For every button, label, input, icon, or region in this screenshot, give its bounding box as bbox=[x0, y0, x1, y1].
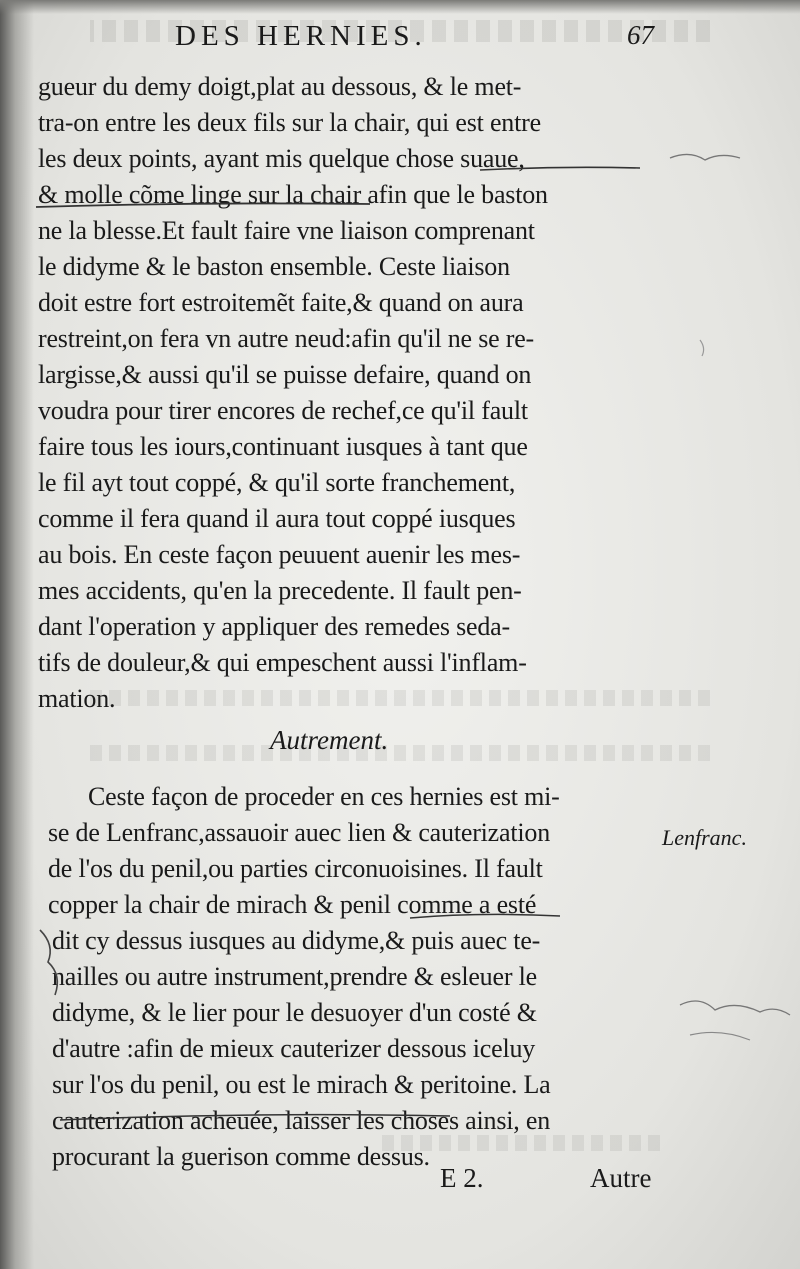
text-line: d'autre :afin de mieux cauterizer dessous iceluy bbox=[52, 1034, 536, 1063]
text-line: gueur du demy doigt,plat au dessous, & le met- bbox=[38, 72, 522, 101]
bracket-mark bbox=[40, 930, 57, 995]
text-line: se de Lenfranc,assauoir auec lien & cauterization bbox=[48, 818, 550, 847]
text-line: le didyme & le baston ensemble. Ceste liaison bbox=[38, 252, 510, 281]
text-line: dit cy dessus iusques au didyme,& puis auec te- bbox=[52, 926, 541, 955]
text-line: restreint,on fera vn autre neud:afin qu'il ne se re- bbox=[38, 324, 535, 353]
margin-scribble bbox=[670, 154, 740, 160]
text-line: de l'os du penil,ou parties circonuoisines. Il fault bbox=[48, 854, 543, 883]
text-line: comme il fera quand il aura tout coppé iusques bbox=[38, 504, 516, 533]
underline-mark bbox=[60, 1115, 450, 1120]
text-line: dant l'operation y appliquer des remedes seda- bbox=[38, 612, 510, 641]
catchword: Autre bbox=[590, 1163, 652, 1193]
margin-scribble bbox=[700, 340, 704, 356]
margin-note: Lenfranc. bbox=[662, 825, 747, 850]
underline-mark bbox=[36, 203, 370, 207]
text-line: le fil ayt tout coppé, & qu'il sorte franchement, bbox=[38, 468, 516, 497]
underline-mark bbox=[410, 914, 560, 918]
text-line: procurant la guerison comme dessus. bbox=[52, 1142, 430, 1171]
text-line: copper la chair de mirach & penil comme a esté bbox=[48, 890, 537, 919]
section-subheading: Autrement. bbox=[270, 725, 389, 755]
text-line: mation. bbox=[38, 684, 116, 713]
text-line: & molle cõme linge sur la chair afin que le baston bbox=[38, 180, 548, 209]
text-line: didyme, & le lier pour le desuoyer d'un costé & bbox=[52, 998, 537, 1027]
text-line: doit estre fort estroitemẽt faite,& quand on aura bbox=[38, 288, 524, 317]
page-number: 67 bbox=[627, 20, 654, 50]
signature-mark: E 2. bbox=[440, 1163, 484, 1193]
text-line: au bois. En ceste façon peuuent auenir les mes- bbox=[38, 540, 521, 569]
text-line: mes accidents, qu'en la precedente. Il fault pen- bbox=[38, 576, 522, 605]
text-line: voudra pour tirer encores de rechef,ce qu'il fault bbox=[38, 396, 528, 425]
text-line: nailles ou autre instrument,prendre & esleuer le bbox=[52, 962, 537, 991]
margin-scribble bbox=[690, 1032, 750, 1040]
text-line: sur l'os du penil, ou est le mirach & peritoine. La bbox=[52, 1070, 551, 1099]
text-line: faire tous les iours,continuant iusques à tant que bbox=[38, 432, 528, 461]
text-line: cauterization acheuée, laisser les choses ainsi, en bbox=[52, 1106, 551, 1135]
text-line: les deux points, ayant mis quelque chose suaue, bbox=[38, 144, 525, 173]
text-line: largisse,& aussi qu'il se puisse defaire, quand on bbox=[38, 360, 532, 389]
text-line: Ceste façon de proceder en ces hernies est mi- bbox=[88, 782, 560, 811]
margin-scribble bbox=[680, 1001, 790, 1015]
text-line: tra-on entre les deux fils sur la chair, qui est entre bbox=[38, 108, 541, 137]
text-line: tifs de douleur,& qui empeschent aussi l'inflam- bbox=[38, 648, 527, 677]
running-header: DES HERNIES. bbox=[175, 20, 427, 52]
underline-mark bbox=[480, 167, 640, 170]
text-line: ne la blesse.Et fault faire vne liaison comprenant bbox=[38, 216, 535, 245]
